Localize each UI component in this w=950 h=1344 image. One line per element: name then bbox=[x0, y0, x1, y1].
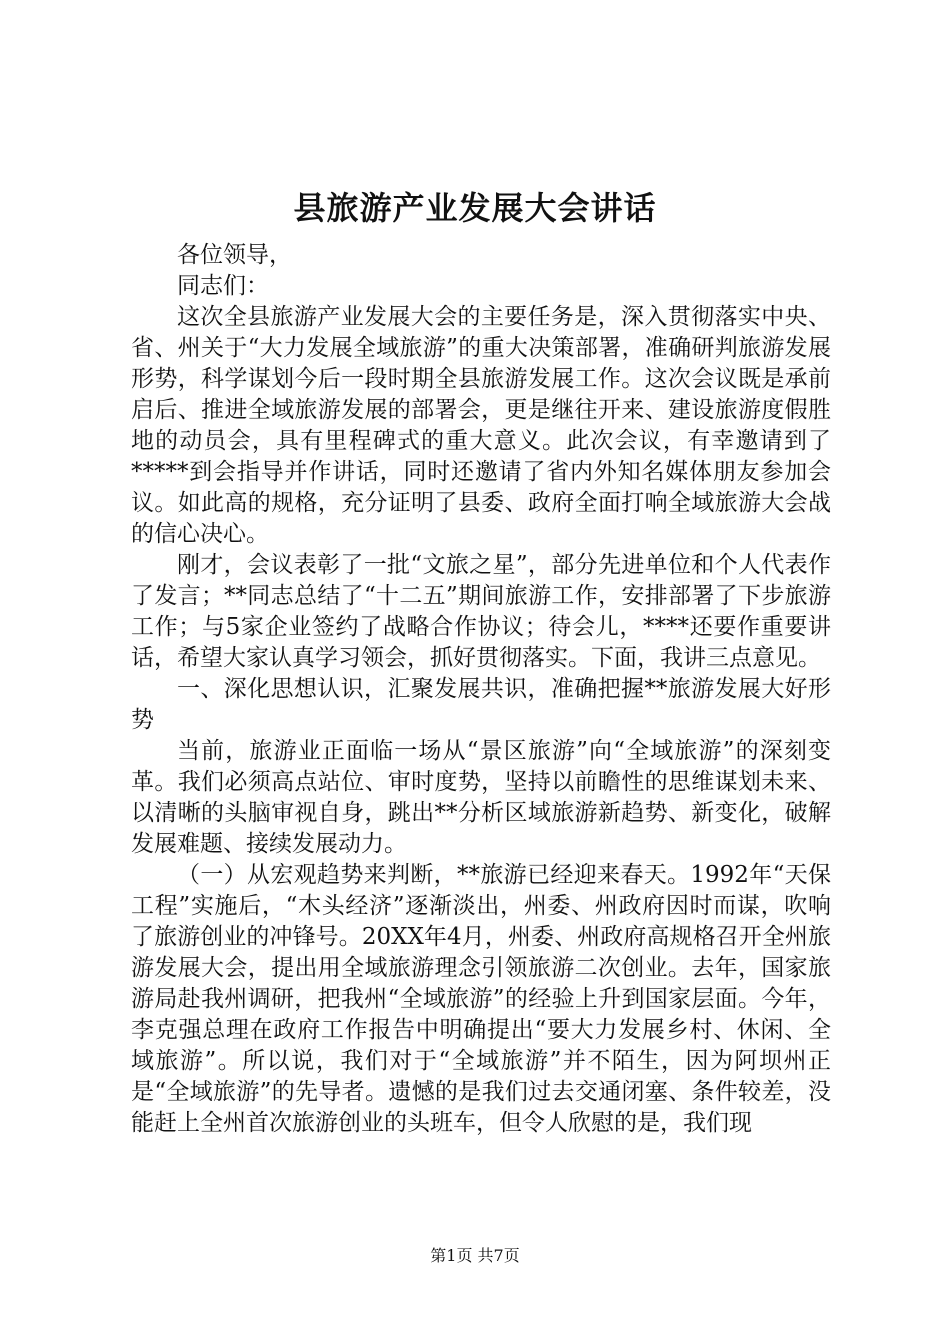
paragraph-macro-trend: （一）从宏观趋势来判断，**旅游已经迎来春天。1992年“天保工程”实施后，“木头经济”逐渐淡出，州委、州政府因时而谋，吹响了旅游创业的冲锋号。20XX年4月，州委、州政府高规格召开全州旅游发展大会，提出用全域旅游理念引领旅游二次创业。去年，国家旅游局赴我州调研，把我州“全域旅游”的经验上升到国家层面。今年，李克强总理在政府工作报告中明确提出“要大力发展乡村、休闲、全域旅游”。所以说，我们对于“全域旅游”并不陌生，因为阿坝州正是“全域旅游”的先导者。遗憾的是我们过去交通闭塞、条件较差，没能赶上全州首次旅游创业的头班车，但令人欣慰的是，我们现 bbox=[131, 862, 831, 1136]
document-body bbox=[131, 240, 831, 1139]
section-heading-one: 一、深化思想认识，汇聚发展共识，准确把握**旅游发展大好形势 bbox=[131, 676, 831, 733]
document-title: 县旅游产业发展大会讲话 bbox=[293, 189, 657, 227]
salutation-comrades: 同志们： bbox=[177, 273, 269, 299]
paragraph-current-situation: 当前，旅游业正面临一场从“景区旅游”向“全域旅游”的深刻变革。我们必须高点站位、审时度势，坚持以前瞻性的思维谋划未来、以清晰的头脑审视自身，跳出**分析区域旅游新趋势、新变化，破解发展难题、接续发展动力。 bbox=[131, 738, 831, 857]
paragraph-meeting-purpose: 这次全县旅游产业发展大会的主要任务是，深入贯彻落实中央、省、州关于“大力发展全域旅游”的重大决策部署，准确研判旅游发展形势，科学谋划今后一段时期全县旅游发展工作。这次会议既是承前启后、推进全域旅游发展的部署会，更是继往开来、建设旅游度假胜地的动员会，具有里程碑式的重大意义。此次会议，有幸邀请到了*****到会指导并作讲话，同时还邀请了省内外知名媒体朋友参加会议。如此高的规格，充分证明了县委、政府全面打响全域旅游大会战的信心决心。 bbox=[131, 304, 831, 547]
paragraph-meeting-review: 刚才，会议表彰了一批“文旅之星”，部分先进单位和个人代表作了发言；**同志总结了“十二五”期间旅游工作，安排部署了下步旅游工作；与5家企业签约了战略合作协议；待会儿，****还要作重要讲话，希望大家认真学习领会，抓好贯彻落实。下面，我讲三点意见。 bbox=[131, 552, 831, 671]
salutation-leaders: 各位领导， bbox=[177, 242, 292, 268]
page-number-footer: 第1页 共7页 bbox=[430, 1246, 520, 1265]
